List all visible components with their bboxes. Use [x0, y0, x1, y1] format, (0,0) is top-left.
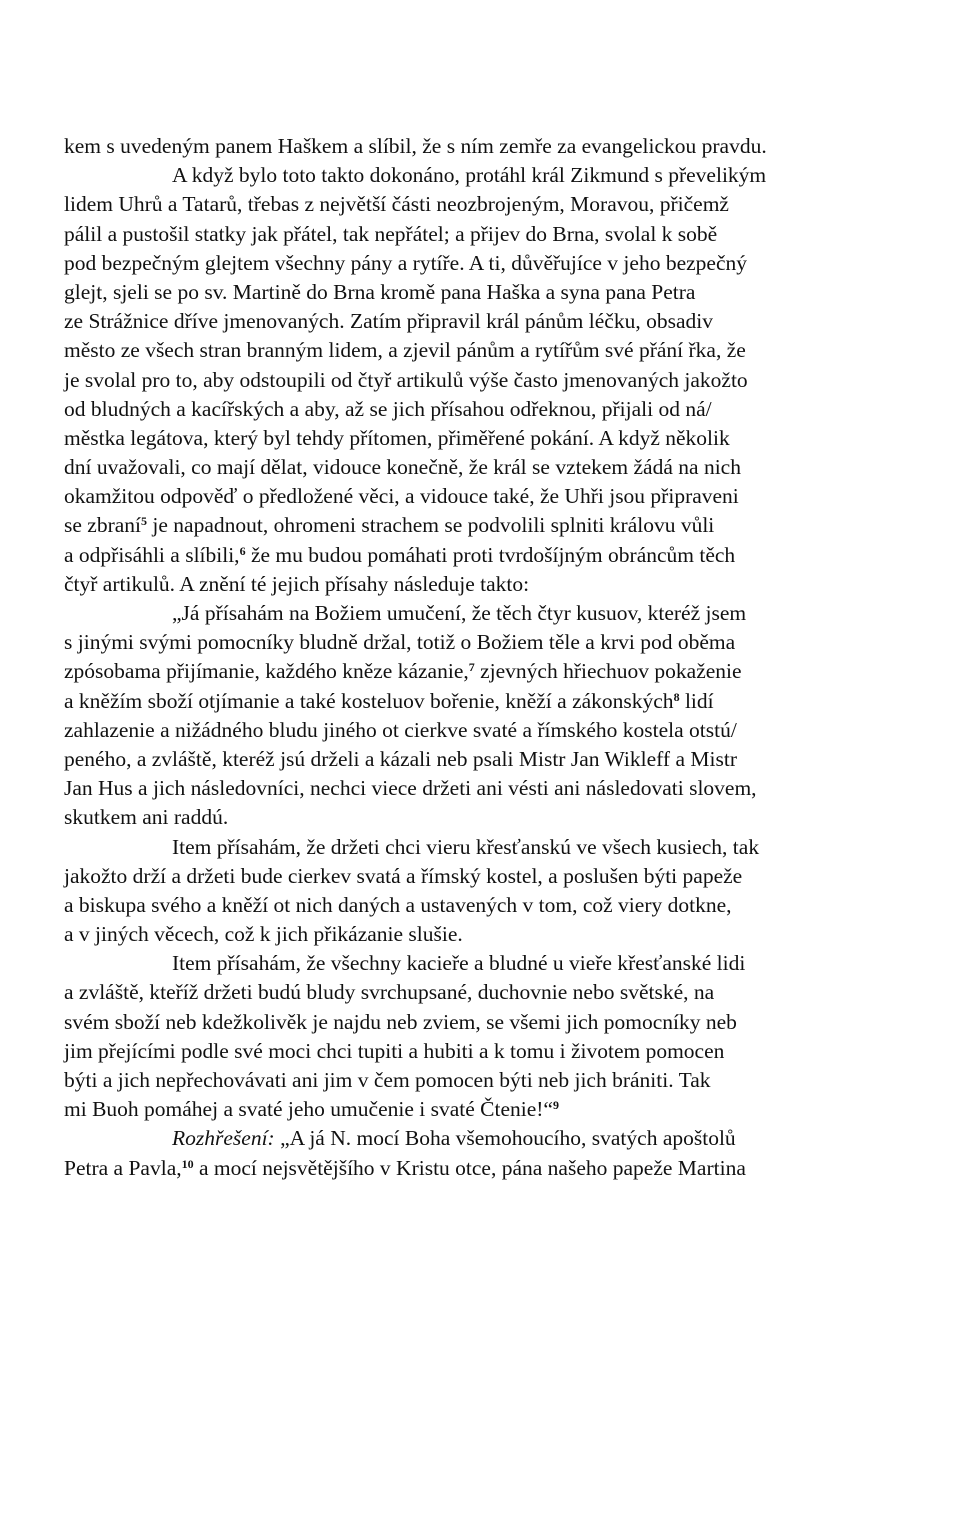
line-text: Petra a Pavla,	[64, 1155, 182, 1180]
text-line	[64, 570, 904, 599]
text-line	[64, 453, 904, 482]
text-line	[64, 599, 904, 628]
line-text: od bludných a kacířských a aby, až se jich přísahou odřeknou, přijali od ná/	[64, 396, 712, 421]
line-text: zahlazenie a nižádného bludu jiného ot cierkve svaté a římského kostela otstú/	[64, 717, 737, 742]
text-line	[64, 774, 904, 803]
text-line	[64, 132, 904, 161]
text-line	[64, 278, 904, 307]
text-line	[64, 424, 904, 453]
footnote-marker: 7	[468, 660, 475, 675]
line-text: a v jiných věcech, což k jich přikázanie slušie.	[64, 922, 463, 947]
text-line	[64, 1066, 904, 1095]
text-line	[64, 1037, 904, 1066]
line-text-continued: že mu budou pomáhati proti tvrdošíjným obráncům těch	[245, 542, 736, 567]
line-text: býti a jich nepřechovávati ani jim v čem pomocen býti neb jich brániti. Tak	[64, 1068, 711, 1092]
line-text: Jan Hus a jich následovníci, nechci viece držeti ani vésti ani následovati slovem,	[64, 776, 757, 801]
text-line	[64, 628, 904, 657]
text-line	[64, 949, 904, 978]
line-text: městka legátova, který byl tehdy přítomen, přiměřené pokání. A když několik	[64, 425, 730, 450]
line-text: „Já přísahám na Božiem umučení, že těch čtyr kusuov, kteréž jsem	[172, 601, 747, 625]
footnote-marker: 8	[673, 689, 680, 704]
line-text: s jinými svými pomocníky bludně držal, totiž o Božiem těle a krvi pod oběma	[64, 630, 736, 655]
line-text: zpósobama přijímanie, každého kněze kázanie,	[64, 659, 469, 684]
text-line	[64, 745, 904, 774]
line-text: glejt, sjeli se po sv. Martině do Brna kromě pana Haška a syna pana Petra	[64, 279, 696, 304]
footnote-marker: 10	[181, 1156, 194, 1171]
page-text	[64, 132, 904, 1183]
line-text: okamžitou odpověď o předložené věci, a vidouce také, že Uhři jsou připraveni	[64, 484, 739, 509]
text-line	[64, 366, 904, 395]
text-line	[64, 395, 904, 424]
text-line	[64, 1154, 904, 1183]
text-line	[64, 511, 904, 540]
text-line	[64, 978, 904, 1007]
line-text-continued: lidí	[679, 688, 714, 713]
line-text: A když bylo toto takto dokonáno, protáhl král Zikmund s převelikým	[172, 163, 767, 188]
line-text: a odpřisáhli a slíbili,	[64, 542, 240, 567]
text-line	[64, 657, 904, 686]
line-text: svém sboží neb kdežkolivěk je najdu neb zviem, se všemi jich pomocníky neb	[64, 1009, 737, 1034]
line-text: pálil a pustošil statky jak přátel, tak nepřátel; a přijev do Brna, svolal k sobě	[64, 221, 718, 246]
line-text: a kněžím sboží otjímanie a také kosteluov bořenie, kněží a zákonských	[64, 688, 674, 713]
text-line	[64, 482, 904, 511]
line-text: jim přejícími podle své moci chci tupiti a hubiti a k tomu i životem pomocen	[64, 1038, 725, 1063]
line-text: „A já N. mocí Boha všemohoucího, svatých apoštolů	[274, 1126, 736, 1151]
text-line	[64, 220, 904, 249]
text-line	[64, 190, 904, 219]
line-text: se zbraní	[64, 513, 142, 538]
line-text: čtyř artikulů. A znění té jejich přísahy následuje takto:	[64, 571, 530, 596]
text-line	[64, 1095, 904, 1124]
line-text: pod bezpečným glejtem všechny pány a rytíře. A ti, důvěřujíce v jeho bezpečný	[64, 250, 747, 275]
text-line	[64, 716, 904, 745]
text-line	[64, 920, 904, 949]
text-line	[64, 891, 904, 920]
text-line	[64, 862, 904, 891]
line-text: je svolal pro to, aby odstoupili od čtyř artikulů výše často jmenovaných jakožto	[64, 367, 748, 392]
text-line	[64, 833, 904, 862]
line-text: skutkem ani raddú.	[64, 805, 229, 830]
text-line	[64, 1008, 904, 1037]
line-text-continued: zjevných hřiechuov pokaženie	[474, 659, 742, 684]
text-line	[64, 803, 904, 832]
line-text: ze Strážnice dříve jmenovaných. Zatím připravil král pánům léčku, obsadiv	[64, 309, 713, 334]
footnote-marker: 6	[239, 543, 246, 558]
line-text: lidem Uhrů a Tatarů, třebas z největší části neozbrojeným, Moravou, přičemž	[64, 192, 729, 217]
text-line	[64, 249, 904, 278]
footnote-marker: 5	[141, 514, 148, 529]
line-text: a biskupa svého a kněží ot nich daných a ustavených v tom, což viery dotkne,	[64, 892, 732, 917]
italic-heading: Rozhřešení:	[172, 1126, 275, 1151]
line-text: a zvláště, kteříž držeti budú bludy svrchupsané, duchovnie nebo světské, na	[64, 980, 715, 1005]
line-text: mi Buoh pomáhej a svaté jeho umučenie i svaté Čtenie!“	[64, 1097, 553, 1122]
line-text: město ze všech stran branným lidem, a zjevil pánům a rytířům své přání řka, že	[64, 338, 746, 363]
line-text: jakožto drží a držeti bude cierkev svatá a římský kostel, a poslušen býti papeže	[64, 863, 743, 888]
text-line	[64, 161, 904, 190]
line-text: Item přísahám, že držeti chci vieru křesťanskú ve všech kusiech, tak	[172, 834, 760, 859]
line-text-continued: je napadnout, ohromeni strachem se podvolili splniti královu vůli	[147, 513, 715, 538]
footnote-marker: 9	[552, 1098, 559, 1113]
line-text-continued: a mocí nejsvětějšího v Kristu otce, pána našeho papeže Martina	[193, 1155, 746, 1180]
text-line	[64, 541, 904, 570]
line-text: kem s uvedeným panem Haškem a slíbil, že s ním zemře za evangelickou pravdu.	[64, 134, 767, 158]
line-text: dní uvažovali, co mají dělat, vidouce konečně, že král se vztekem žádá na nich	[64, 455, 741, 480]
text-line	[64, 687, 904, 716]
text-line	[64, 336, 904, 365]
line-text: peného, a zvláště, kteréž jsú drželi a kázali neb psali Mistr Jan Wikleff a Mistr	[64, 746, 737, 771]
text-line	[64, 1124, 904, 1153]
line-text: Item přísahám, že všechny kacieře a bludné u vieře křesťanské lidi	[172, 951, 746, 976]
text-line	[64, 307, 904, 336]
